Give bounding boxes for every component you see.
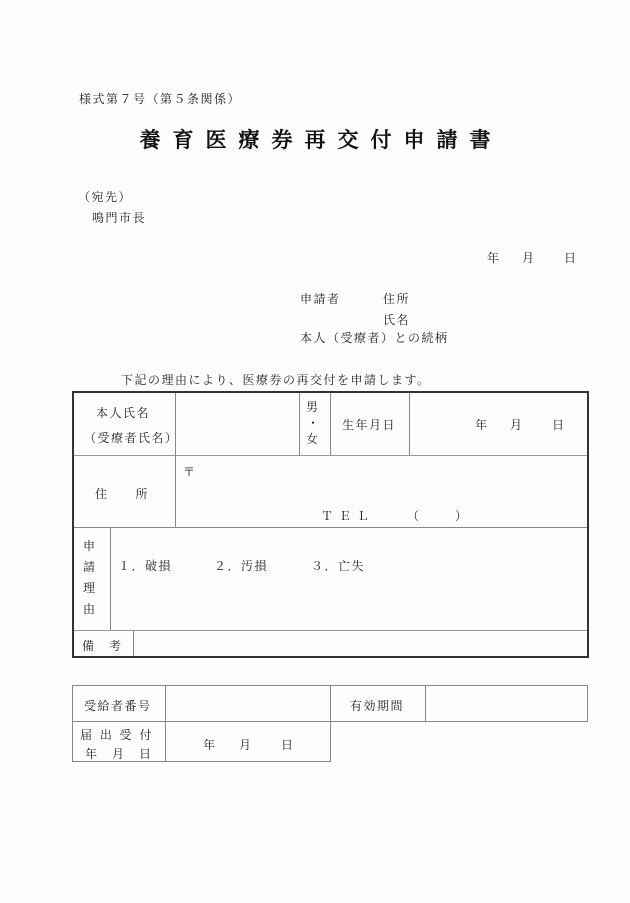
- col-divider: [165, 685, 166, 762]
- row-divider: [74, 630, 587, 631]
- applicant-name-label: 氏名: [383, 313, 411, 327]
- birthdate-day: 日: [552, 418, 566, 432]
- received-day: 日: [281, 738, 295, 752]
- sex-option-male[interactable]: 男: [306, 400, 320, 414]
- sex-separator: ・: [307, 416, 321, 430]
- date-year-label: 年: [487, 251, 501, 265]
- page-title: 養育医療券再交付申請書: [139, 128, 503, 152]
- patient-name-label: 本人氏名: [96, 406, 151, 420]
- applicant-address-label: 住所: [383, 292, 411, 306]
- sex-selector[interactable]: [301, 394, 329, 454]
- patient-name-sub-label: （受療者氏名）: [84, 431, 179, 445]
- address-field[interactable]: [177, 457, 586, 526]
- table-border-bottom: [72, 656, 589, 658]
- col-divider: [330, 685, 331, 762]
- date-month-label: 月: [522, 251, 536, 265]
- recipient-number-field[interactable]: [167, 687, 329, 720]
- table-border-left: [72, 391, 74, 658]
- applicant-label: 申請者: [300, 292, 341, 306]
- validity-field[interactable]: [427, 687, 586, 720]
- col-divider: [425, 685, 426, 721]
- reason-label: 申 請 理 由: [82, 539, 95, 616]
- reason-option-lost[interactable]: ３．亡失: [311, 559, 366, 573]
- table-border-left: [72, 685, 73, 762]
- table-border-right: [587, 391, 589, 658]
- birthdate-month: 月: [510, 418, 524, 432]
- date-day-label: 日: [564, 251, 578, 265]
- birthdate-label: 生年月日: [342, 418, 397, 432]
- col-divider: [299, 393, 300, 455]
- col-divider: [133, 631, 134, 656]
- address-label: 住 所: [95, 487, 150, 501]
- addressee-label: （宛先）: [78, 190, 133, 204]
- postal-mark: 〒: [183, 465, 197, 479]
- addressee: 鳴門市長: [92, 211, 147, 225]
- form-number: 様式第７号（第５条関係）: [79, 92, 242, 106]
- row-divider: [74, 455, 587, 456]
- col-divider: [330, 393, 331, 455]
- col-divider: [110, 528, 111, 630]
- sex-option-female[interactable]: 女: [306, 432, 320, 446]
- received-date-label-line1: 届 出 受 付: [80, 728, 154, 742]
- received-date-field[interactable]: [167, 723, 329, 760]
- remarks-field[interactable]: [135, 632, 586, 656]
- tel-area-code[interactable]: （ ）: [407, 509, 472, 523]
- col-divider: [175, 393, 176, 527]
- received-year: 年: [203, 738, 217, 752]
- birthdate-year: 年: [475, 418, 489, 432]
- remarks-label: 備 考: [82, 639, 123, 653]
- reason-option-soiled[interactable]: ２．汚損: [214, 559, 269, 573]
- table-border-right: [587, 685, 588, 722]
- intro-text: 下記の理由により、医療券の再交付を申請します。: [121, 373, 431, 387]
- received-date-label-line2: 年 月 日: [85, 747, 153, 761]
- applicant-relation-label: 本人（受療者）との続柄: [300, 331, 449, 345]
- birthdate-field[interactable]: [411, 394, 586, 454]
- col-divider: [409, 393, 410, 455]
- patient-name-field[interactable]: [177, 394, 298, 454]
- tel-label: ＴＥＬ: [321, 509, 376, 523]
- reason-option-damaged[interactable]: １．破損: [118, 559, 173, 573]
- row-divider: [74, 527, 587, 528]
- received-month: 月: [239, 738, 253, 752]
- validity-label: 有効期間: [350, 699, 405, 713]
- recipient-number-label: 受給者番号: [84, 699, 152, 713]
